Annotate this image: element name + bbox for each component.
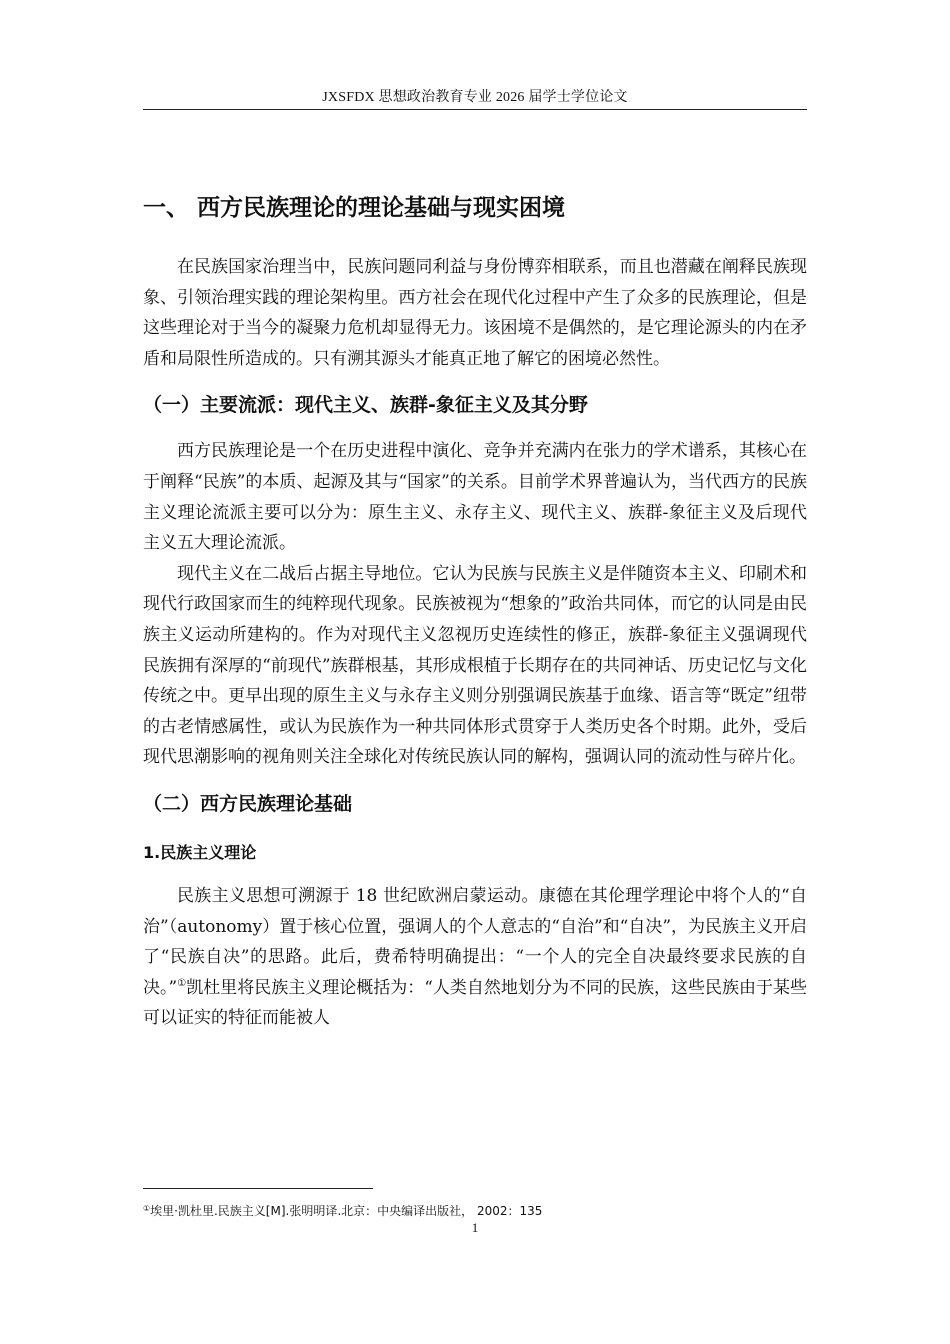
header-rule (143, 109, 807, 110)
schools-paragraph-1: 西方民族理论是一个在历史进程中演化、竞争并充满内在张力的学术谱系，其核心在于阐释“民族”的本质、起源及其与“国家”的关系。目前学术界普遍认为，当代西方的民族主义理论流派主要可以分为：原生主义、永存主义、现代主义、族群-象征主义及后现代主义五大理论流派。 (143, 441, 807, 554)
footnote (143, 1202, 807, 1219)
nationalism-text-b: 凯杜里将民族主义理论概括为：“人类自然地划分为不同的民族，这些民族由于某些可以证实的特征而能被人 (143, 977, 807, 1029)
nationalism-paragraph (143, 881, 807, 1034)
page-number: 1 (471, 1220, 479, 1235)
schools-paragraph-2: 现代主义在二战后占据主导地位。它认为民族与民族主义是伴随资本主义、印刷术和现代行政国家而生的纯粹现代现象。民族被视为“想象的”政治共同体，而它的认同是由民族主义运动所建构的。作为对现代主义忽视历史连续性的修正，族群-象征主义强调现代民族拥有深厚的“前现代”族群根基，其形成根植于长期存在的共同神话、历史记忆与文化传统之中。更早出现的原生主义与永存主义则分别强调民族基于血缘、语言等“既定”纽带的古老情感属性，或认为民族作为一种共同体形式贯穿于人类历史各个时期。此外，受后现代思潮影响的视角则关注全球化对传统民族认同的解构，强调认同的流动性与碎片化。 (143, 563, 807, 768)
minor-title-nationalism: 1.民族主义理论 (143, 842, 257, 862)
nationalism-text-a: 民族主义思想可溯源于 18 世纪欧洲启蒙运动。康德在其伦理学理论中将个人的“自治”（autonomy）置于核心位置，强调人的个人意志的“自治”和“自决”，为民族主义开启了“民族自决”的思路。此后，费希特明确提出：“一个人的完全自决最终要求民族的自决。” (143, 885, 808, 998)
section-title: 一、 西方民族理论的理论基础与现实困境 (143, 195, 566, 221)
subsection-title-schools: （一）主要流派：现代主义、族群-象征主义及其分野 (143, 394, 588, 417)
subsection-title-foundations: （二）西方民族理论基础 (143, 792, 353, 815)
section-intro-paragraph: 在民族国家治理当中，民族问题同利益与身份博弈相联系，而且也潜藏在阐释民族现象、引领治理实践的理论架构里。西方社会在现代化过程中产生了众多的民族理论，但是这些理论对于当今的凝聚力危机却显得无力。该困境不是偶然的，是它理论源头的内在矛盾和局限性所造成的。只有溯其源头才能真正地了解它的困境必然性。 (143, 257, 807, 369)
footnote-marker: ① (143, 1204, 151, 1213)
page-content (143, 188, 807, 1034)
footnote-reference[interactable]: ① (177, 977, 187, 989)
footnote-rule (143, 1188, 373, 1189)
footnote-text: 埃里·凯杜里.民族主义[M].张明明译.北京：中央编译出版社， 2002：135 (150, 1204, 543, 1218)
running-header: JXSFDX 思想政治教育专业 2026 届学士学位论文 (322, 90, 628, 105)
